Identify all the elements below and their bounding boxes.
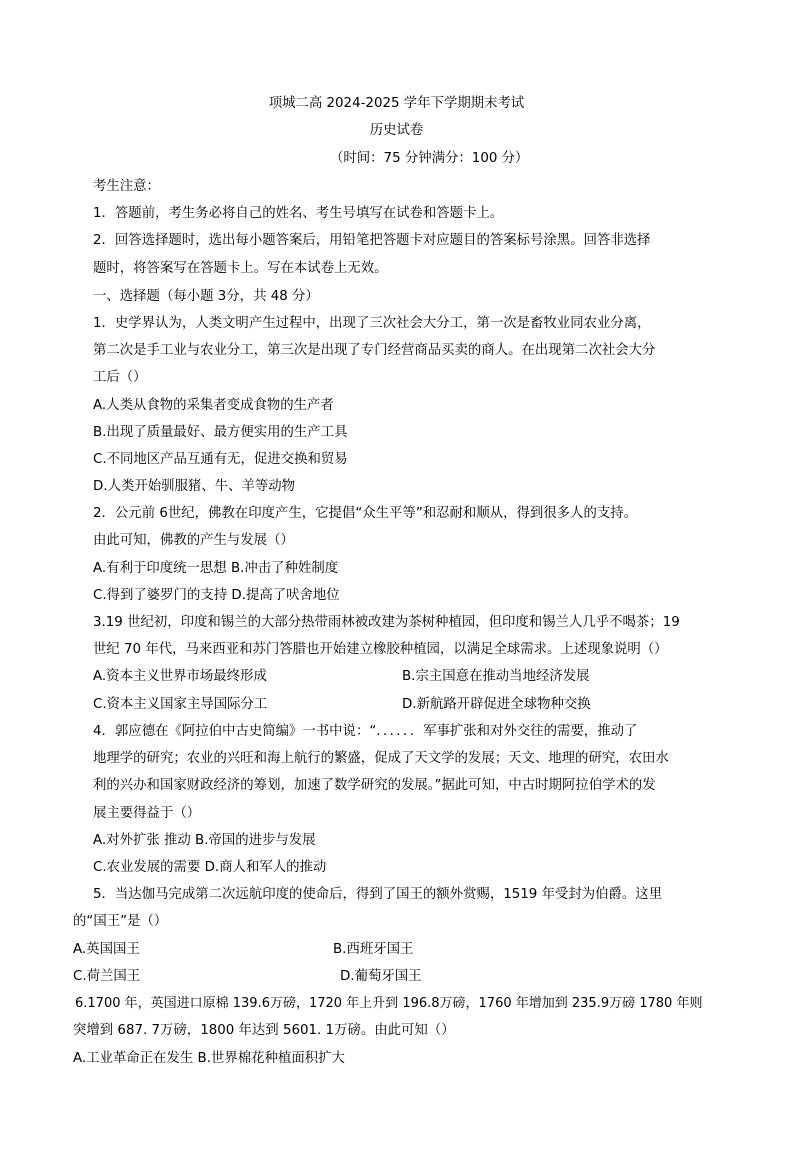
q1-option-a: A.人类从食物的采集者变成食物的生产者 (93, 398, 334, 413)
q3-stem-line-2: 世纪 70 年代，马来西亚和苏门答腊也开始建立橡胶种植园，以满足全球需求。上述现象说明（） (93, 642, 668, 657)
q5-option-d: D.葡萄牙国王 (340, 969, 422, 984)
notice-item-1: 1．答题前，考生务必将自己的姓名、考生号填写在试卷和答题卡上。 (93, 206, 504, 221)
q4-stem-line-1: 4．郭应德在《阿拉伯中古史简编》一书中说：“．．．．．．军事扩张和对外交往的需要，推动了 (93, 724, 638, 739)
q2-stem-line-2: 由此可知，佛教的产生与发展（） (93, 533, 294, 548)
q1-option-b: B.出现了质量最好、最方便实用的生产工具 (93, 425, 348, 440)
q2-options-ab: A.有利于印度统一思想 B.冲击了种姓制度 (93, 561, 339, 576)
q5-option-a: A.英国国王 (73, 942, 140, 957)
notice-item-2-line-1: 2．回答选择题时，选出每小题答案后，用铅笔把答题卡对应题目的答案标号涂黑。回答非选择 (93, 233, 651, 248)
q2-options-cd: C.得到了婆罗门的支持 D.提高了吠舍地位 (93, 588, 340, 603)
q4-stem-line-2: 地理学的研究；农业的兴旺和海上航行的繁盛，促成了天文学的发展；天文、地理的研究，农田水 (93, 751, 669, 766)
q1-stem-line-1: 1．史学界认为，人类文明产生过程中，出现了三次社会大分工，第一次是畜牧业同农业分离， (93, 316, 651, 331)
q1-option-c: C.不同地区产品互通有无，促进交换和贸易 (93, 452, 348, 467)
q5-stem-line-2: 的“国王”是（） (73, 914, 168, 929)
notice-heading: 考生注意： (93, 179, 160, 194)
q6-stem-line-1: 6.1700 年，英国进口原棉 139.6万磅，1720 年上升到 196.8万磅，1760 年增加到 235.9万磅 1780 年则 (75, 996, 703, 1011)
q3-option-d: D.新航路开辟促进全球物种交换 (402, 697, 591, 712)
q1-stem-line-3: 工后（） (93, 370, 147, 385)
notice-item-2-line-2: 题时，将答案写在答题卡上。写在本试卷上无效。 (93, 261, 388, 276)
q3-stem-line-1: 3.19 世纪初，印度和锡兰的大部分热带雨林被改建为茶树种植园，但印度和锡兰人几乎不喝茶；19 (93, 615, 680, 630)
q6-options-ab: A.工业革命正在发生 B.世界棉花种植面积扩大 (73, 1051, 345, 1066)
q4-stem-line-3: 利的兴办和国家财政经济的筹划，加速了数学研究的发展。”据此可知，中古时期阿拉伯学术的发 (93, 778, 656, 793)
q4-options-cd: C.农业发展的需要 D.商人和军人的推动 (93, 860, 327, 875)
q4-stem-line-4: 展主要得益于（） (93, 806, 201, 821)
section-heading: 一、选择题（每小题 3分，共 48 分） (93, 289, 319, 304)
q2-stem-line-1: 2．公元前 6世纪，佛教在印度产生，它提倡“众生平等”和忍耐和顺从，得到很多人的支持。 (93, 506, 638, 521)
exam-subject: 历史试卷 (369, 123, 424, 138)
q5-option-c: C.荷兰国王 (73, 969, 141, 984)
q4-options-ab: A.对外扩张 推动 B.帝国的进步与发展 (93, 833, 316, 848)
q5-stem-line-1: 5．当达伽马完成第二次远航印度的使命后，得到了国王的额外赏赐，1519 年受封为伯爵。这里 (93, 887, 663, 902)
q1-option-d: D.人类开始驯服猪、牛、羊等动物 (93, 479, 296, 494)
q3-option-a: A.资本主义世界市场最终形成 (93, 669, 267, 684)
q5-option-b: B.西班牙国王 (333, 942, 414, 957)
exam-title: 项城二高 2024-2025 学年下学期期末考试 (268, 96, 525, 111)
q3-option-b: B.宗主国意在推动当地经济发展 (402, 669, 590, 684)
q6-stem-line-2: 突增到 687. 7万磅，1800 年达到 5601. 1万磅。由此可知（） (73, 1023, 455, 1038)
exam-time-info: （时间：75 分钟满分：100 分） (330, 151, 529, 166)
q3-option-c: C.资本主义国家主导国际分工 (93, 697, 268, 712)
q1-stem-line-2: 第二次是手工业与农业分工，第三次是出现了专门经营商品买卖的商人。在出现第二次社会大分 (93, 343, 656, 358)
